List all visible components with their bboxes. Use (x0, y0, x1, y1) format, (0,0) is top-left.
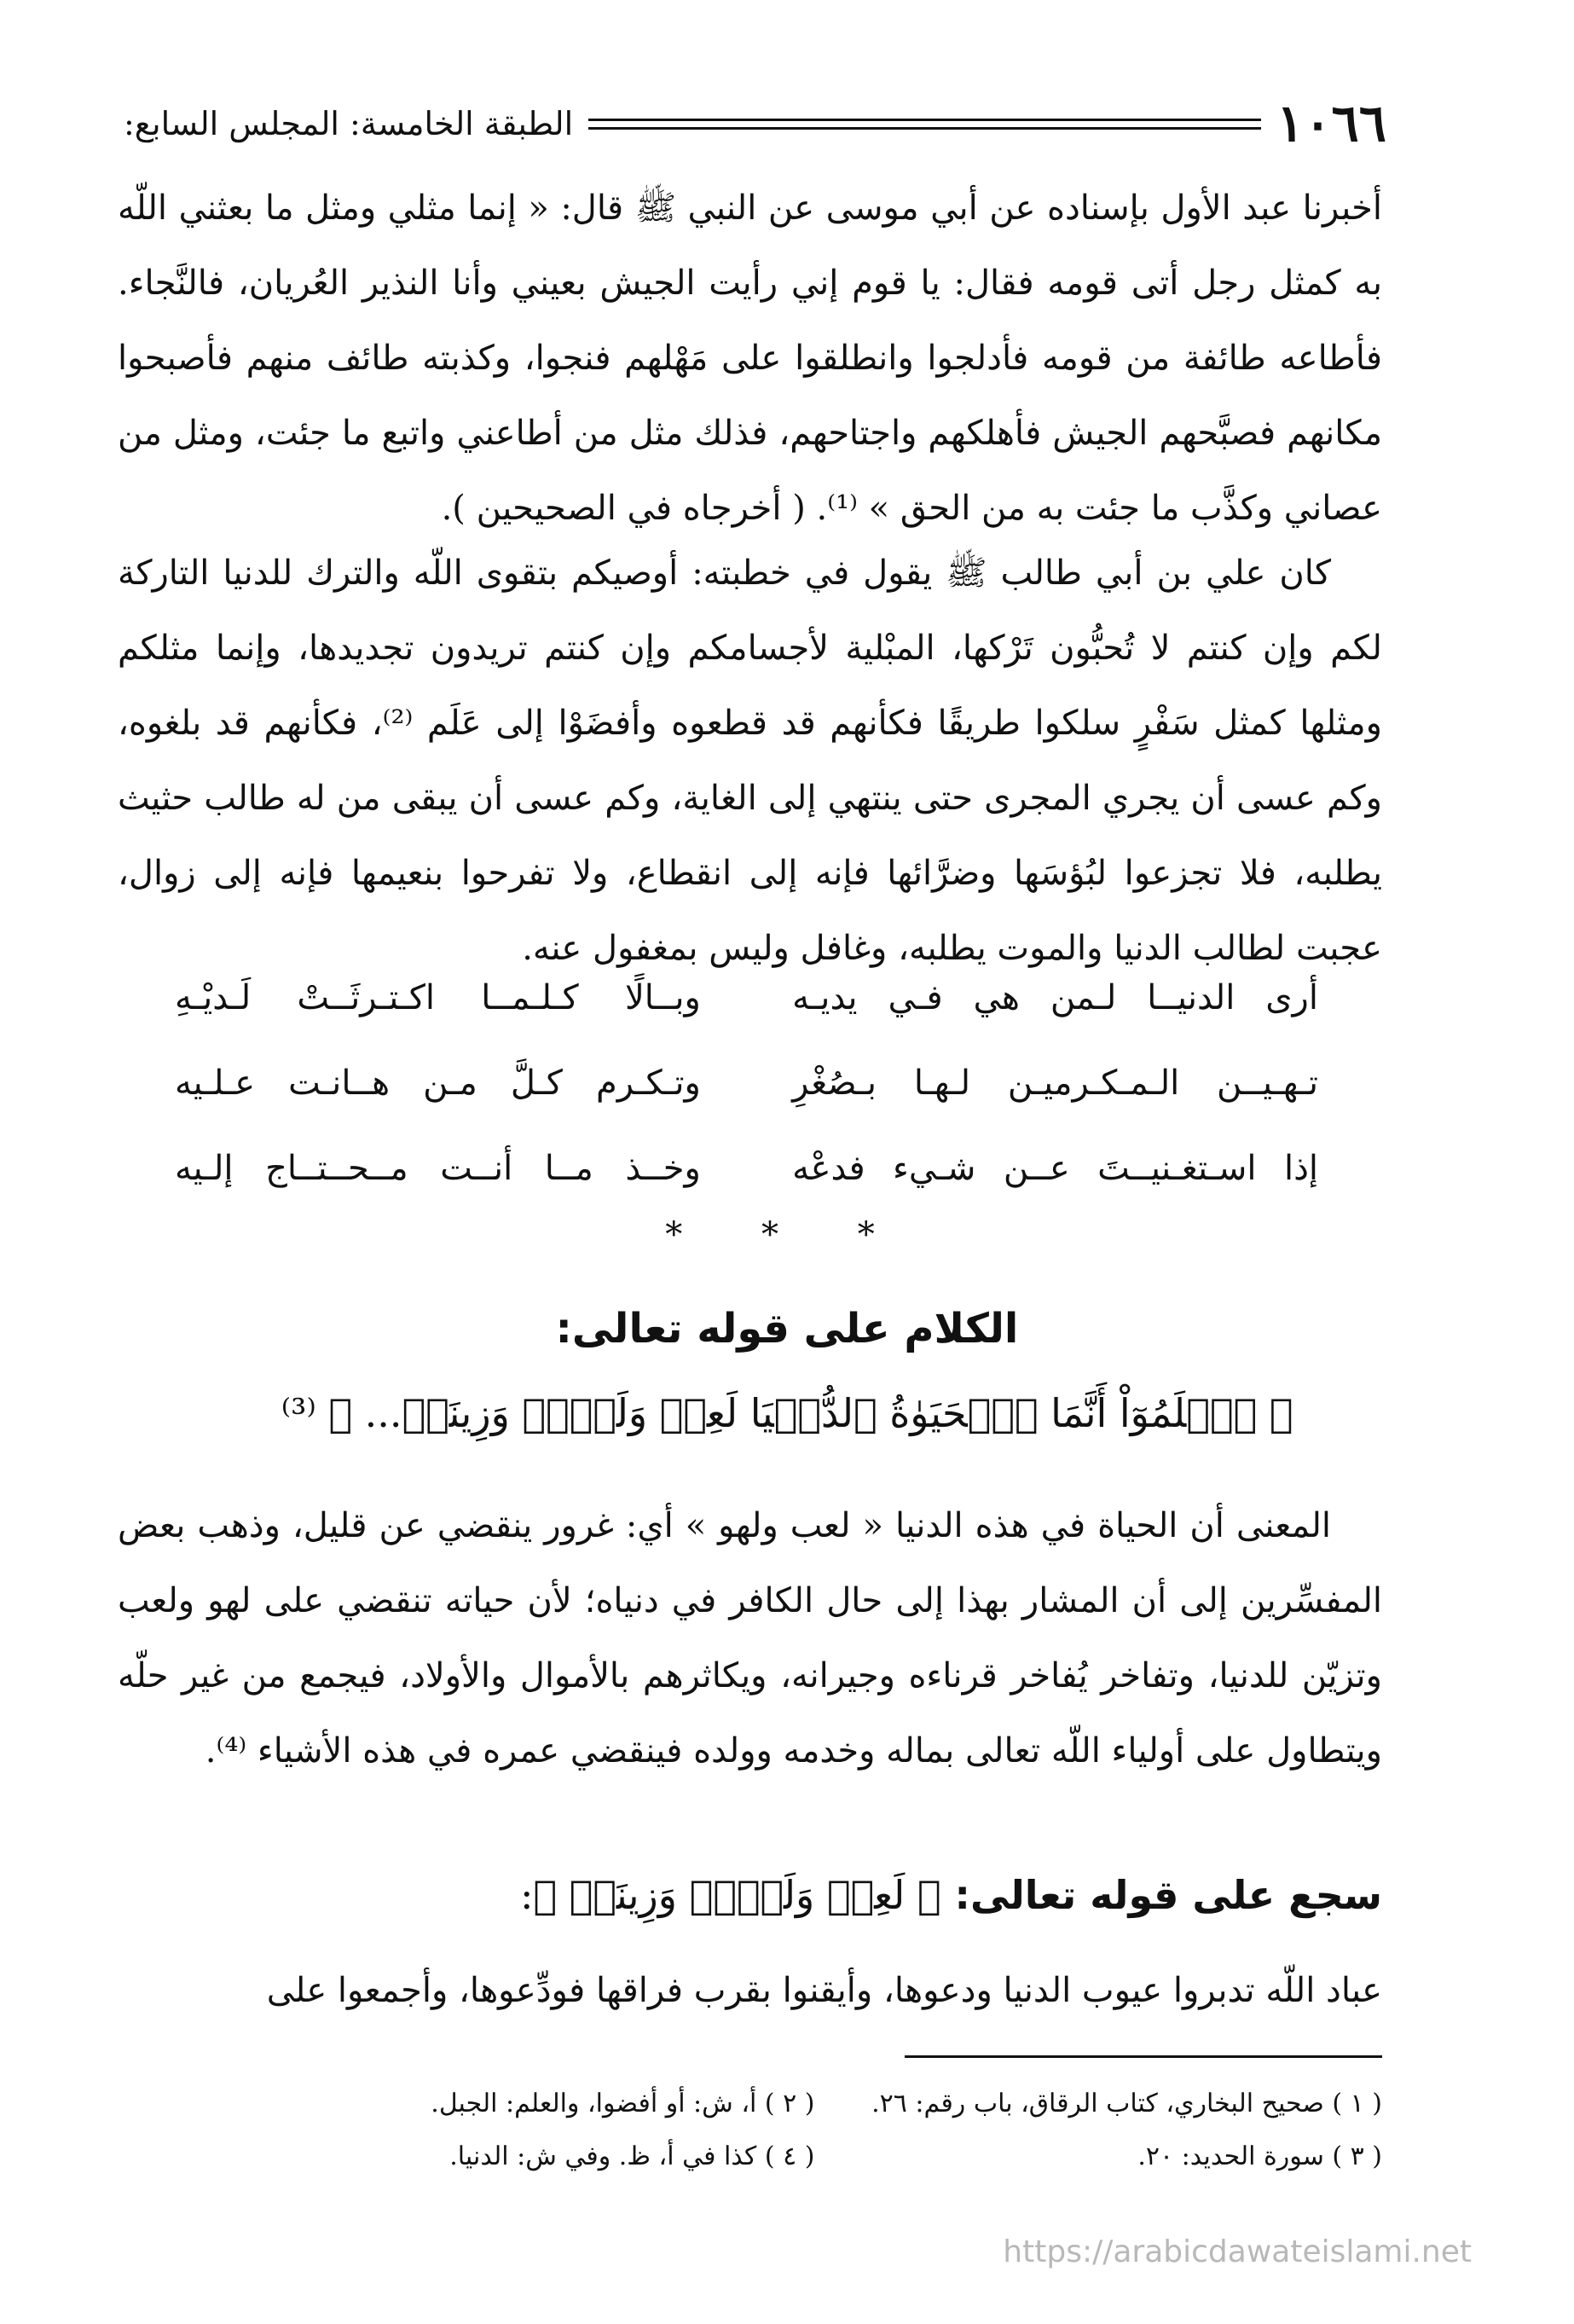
paragraph-commentary: المعنى أن الحياة في هذه الدنيا « لعب ولهو » أي: غرور ينقضي عن قليل، وذهب بعض المفسِّرين إلى أن المشار بهذا إلى حال الكافر في دنياه؛ لأن حياته تنقضي على لهو ولعب وتزيّن للدنيا، وتفاخر يُفاخر قرناءه وجيرانه، ويكاثرهم بالأموال والأولاد، فيجمع من غير حلّه ويتطاول على أولياء اللّه تعالى بماله وخدمه وولده فينقضي عمره في هذه الأشياء ⁽⁴⁾. (118, 1506, 1382, 1771)
poem-verse (175, 1040, 1318, 1126)
paragraph-rhymed-prose: عباد اللّه تدبروا عيوب الدنيا ودعوها، وأيقنوا بقرب فراقها فودِّعوها، وأجمعوا على (266, 1971, 1382, 2010)
poem-first-hemistich: أرى الدنيــا لـمن هي فـي يديـه (792, 978, 1318, 1017)
paragraph-sermon: كان علي بن أبي طالب ﷺ يقول في خطبته: أوصيكم بتقوى اللّه والترك للدنيا التاركة لكم وإن كنتم لا تُحبُّون تَرْكها، المبْلية لأجسامكم وإن كنتم تريدون تجديدها، وإنما مثلكم ومثلها كمثل سَفْرٍ سلكوا طريقًا فكأنهم قد قطعوه وأفضَوْا إلى عَلَم ⁽²⁾، فكأنهم قد بلغوه، وكم عسى أن يجري المجرى حتى ينتهي إلى الغاية، وكم عسى أن يبقى من له طالب حثيث يطلبه، فلا تجزعوا لبُؤسَها وضرَّائها فإنه إلى انقطاع، ولا تفرحوا بنعيمها فإنه إلى زوال، عجبت لطالب الدنيا والموت يطلبه، وغافل وليس بمغفول عنه. (118, 553, 1382, 968)
quran-verse-quote: ﴿ ٱعۡلَمُوٓاْ أَنَّمَا ٱلۡحَيَوٰةُ ٱلدُّنۡيَا لَعِبٞ وَلَهۡوٞ وَزِينَةٞ... ﴾ ⁽³⁾ (281, 1390, 1293, 1436)
subheading-verse: ﴿ لَعِبٞ وَلَهۡوٞ وَزِينَةٞ ﴾: (519, 1872, 941, 1918)
running-title: الطبقة الخامسة: المجلس السابع: (124, 105, 574, 142)
watermark-url: https://arabicdawateislami.net (1003, 2234, 1472, 2269)
paragraph-hadith: أخبرنا عبد الأول بإسناده عن أبي موسى عن النبي ﷺ قال: « إنما مثلي ومثل ما بعثني اللّه به كمثل رجل أتى قومه فقال: يا قوم إني رأيت الجيش بعيني وأنا النذير العُريان، فالنَّجاء. فأطاعه طائفة من قومه فأدلجوا وانطلقوا على مَهْلهم فنجوا، وكذبته طائف منهم فأصبحوا مكانهم فصبَّحهم الجيش فأهلكهم واجتاحهم، فذلك مثل من أطاعني واتبع ما جئت، ومثل من عصاني وكذَّب ما جئت به من الحق » ⁽¹⁾. ( أخرجاه في الصحيحين ). (118, 188, 1382, 528)
poem-second-hemistich: وبــالًا كـلـمــا اكـتـرثَــتْ لَـديْـهِ (175, 978, 701, 1017)
section-separator: * * * (665, 1215, 909, 1255)
poem-first-hemistich: إذا اسـتغـنيــتَ عــن شـيء فدعْه (792, 1149, 1318, 1188)
poem (175, 955, 1318, 1211)
poem-second-hemistich: وتـكـرم كـلَّ مـن هــانـت عـلـيه (175, 1063, 701, 1103)
page-number: ١٠٦٦ (1276, 94, 1386, 154)
poem-first-hemistich: تـهـيــن الـمـكـرميـن لـهـا بـصُغْرِ (792, 1063, 1318, 1103)
footnote-divider (905, 2055, 1382, 2058)
footnote: ( ٤ ) كذا في أ، ظ. وفي ش: الدنيا. (449, 2141, 815, 2171)
footnote-row (247, 2130, 1382, 2182)
footnote: ( ١ ) صحيح البخاري، كتاب الرقاق، باب رقم: ٢٦. (871, 2088, 1382, 2118)
section-heading: الكلام على قوله تعالى: (555, 1305, 1019, 1353)
footnote: ( ٢ ) أ، ش: أو أفضوا، والعلم: الجبل. (431, 2088, 815, 2118)
footnote-row (247, 2077, 1382, 2130)
poem-verse (175, 955, 1318, 1040)
poem-second-hemistich: وخــذ مــا أنــت مــحــتــاج إلـيه (175, 1149, 701, 1188)
footnote: ( ٣ ) سورة الحديد: ٢٠. (1137, 2141, 1382, 2171)
poem-verse (175, 1126, 1318, 1211)
subheading (520, 1872, 1382, 1918)
header-double-rule (588, 119, 1261, 130)
subheading-label: سجع على قوله تعالى: (954, 1872, 1382, 1918)
footnotes (247, 2077, 1382, 2182)
running-header (124, 90, 1386, 158)
